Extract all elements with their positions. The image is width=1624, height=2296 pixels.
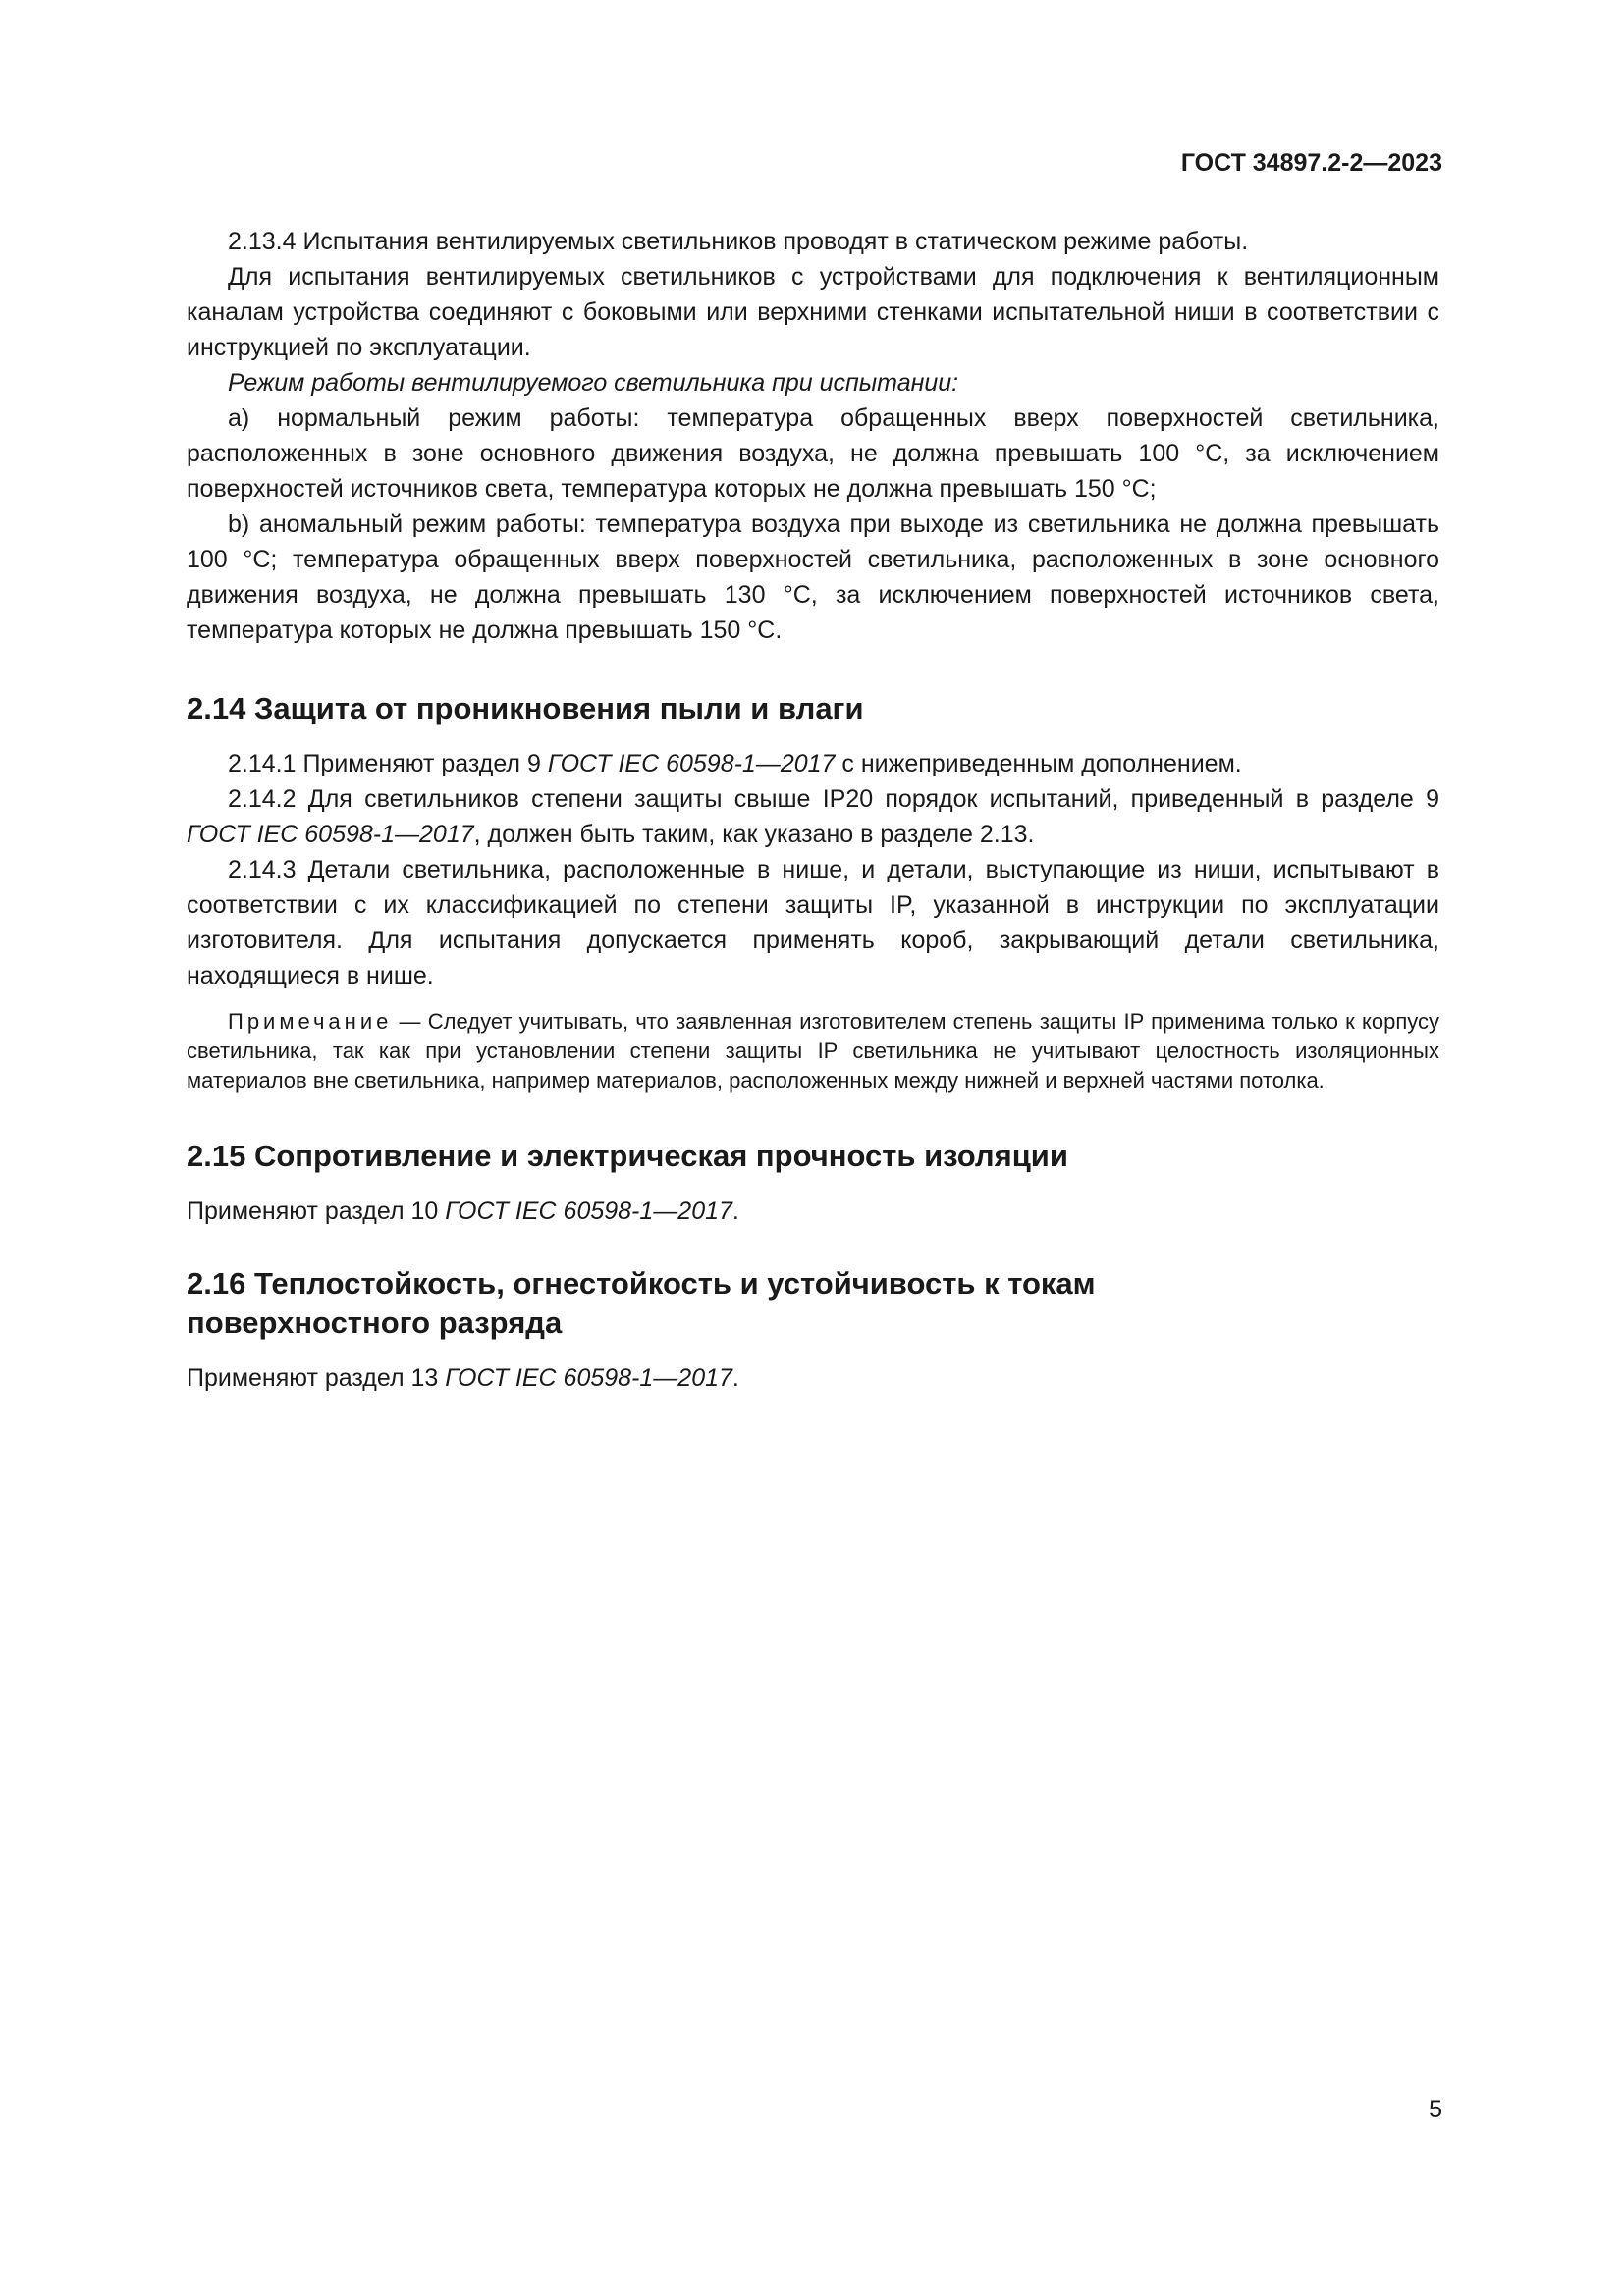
note-label: Примечание: [228, 1009, 393, 1034]
note-text: — Следует учитывать, что заявленная изготовителем степень защиты IP применима только к корпусу светильника, так как при установлении степени защиты IP светильника не учитывают целостность изоляционных материалов вне светильника, например материалов, расположенных между нижней и верхней частями потолка.: [187, 1009, 1439, 1093]
paragraph-2-14-1: [187, 746, 1439, 781]
heading-line: 2.16 Теплостойкость, огнестойкость и устойчивость к токам: [187, 1266, 1096, 1301]
paragraph-abnormal-mode: b) аномальный режим работы: температура воздуха при выходе из светильника не должна превышать 100 °C; температура обращенных вверх поверхностей светильника, расположенных в зоне основного движения воздуха, не должна превышать 130 °C, за исключением поверхностей источников света, температура которых не должна превышать 150 °C.: [187, 510, 1439, 644]
paragraph-2-14-3: 2.14.3 Детали светильника, расположенные в нише, и детали, выступающие из ниши, испытывают в соответствии с их классификацией по степени защиты IP, указанной в инструкции по эксплуатации изготовителя. Для испытания допускается применять короб, закрывающий детали светильника, находящиеся в нише.: [187, 856, 1439, 989]
paragraph-2-16: [187, 1361, 1439, 1396]
page-content: [187, 224, 1439, 1396]
text: , должен быть таким, как указано в разделе 2.13.: [473, 821, 1035, 848]
text: Применяют раздел 10: [187, 1198, 446, 1225]
text: 2.14.2 Для светильников степени защиты свыше IP20 порядок испытаний, приведенный в разделе 9: [228, 785, 1439, 813]
note: [187, 1007, 1439, 1095]
section-heading-2-16: [187, 1264, 1439, 1343]
paragraph-2-14-2: [187, 781, 1439, 852]
paragraph-2-15: [187, 1194, 1439, 1229]
paragraph-test-mode-intro: Режим работы вентилируемого светильника при испытании:: [228, 369, 959, 397]
text: 2.14.1 Применяют раздел 9: [228, 750, 548, 777]
standard-reference: ГОСТ IEC 60598-1—2017: [445, 1364, 732, 1392]
standard-reference: ГОСТ IEC 60598-1—2017: [445, 1198, 732, 1225]
text: .: [731, 1198, 739, 1225]
text: Применяют раздел 13: [187, 1364, 446, 1392]
text: .: [731, 1364, 739, 1392]
standard-reference: ГОСТ IEC 60598-1—2017: [547, 750, 836, 777]
section-heading-2-15: 2.15 Сопротивление и электрическая прочность изоляции: [187, 1139, 1068, 1173]
document-code: ГОСТ 34897.2-2—2023: [1180, 149, 1442, 177]
paragraph-2-13-4: 2.13.4 Испытания вентилируемых светильников проводят в статическом режиме работы.: [228, 228, 1249, 255]
page-number: 5: [1429, 2096, 1442, 2123]
section-heading-2-14: 2.14 Защита от проникновения пыли и влаги: [187, 691, 864, 725]
text: с нижеприведенным дополнением.: [835, 750, 1242, 777]
paragraph-ventilation-channels: Для испытания вентилируемых светильников с устройствами для подключения к вентиляционным каналам устройства соединяют с боковыми или верхними стенками испытательной ниши в соответствии с инструкцией по эксплуатации.: [187, 263, 1439, 361]
standard-reference: ГОСТ IEC 60598-1—2017: [187, 821, 474, 848]
paragraph-normal-mode: a) нормальный режим работы: температура обращенных вверх поверхностей светильника, расположенных в зоне основного движения воздуха, не должна превышать 100 °C, за исключением поверхностей источников света, температура которых не должна превышать 150 °C;: [187, 404, 1439, 503]
heading-line: поверхностного разряда: [187, 1306, 563, 1340]
